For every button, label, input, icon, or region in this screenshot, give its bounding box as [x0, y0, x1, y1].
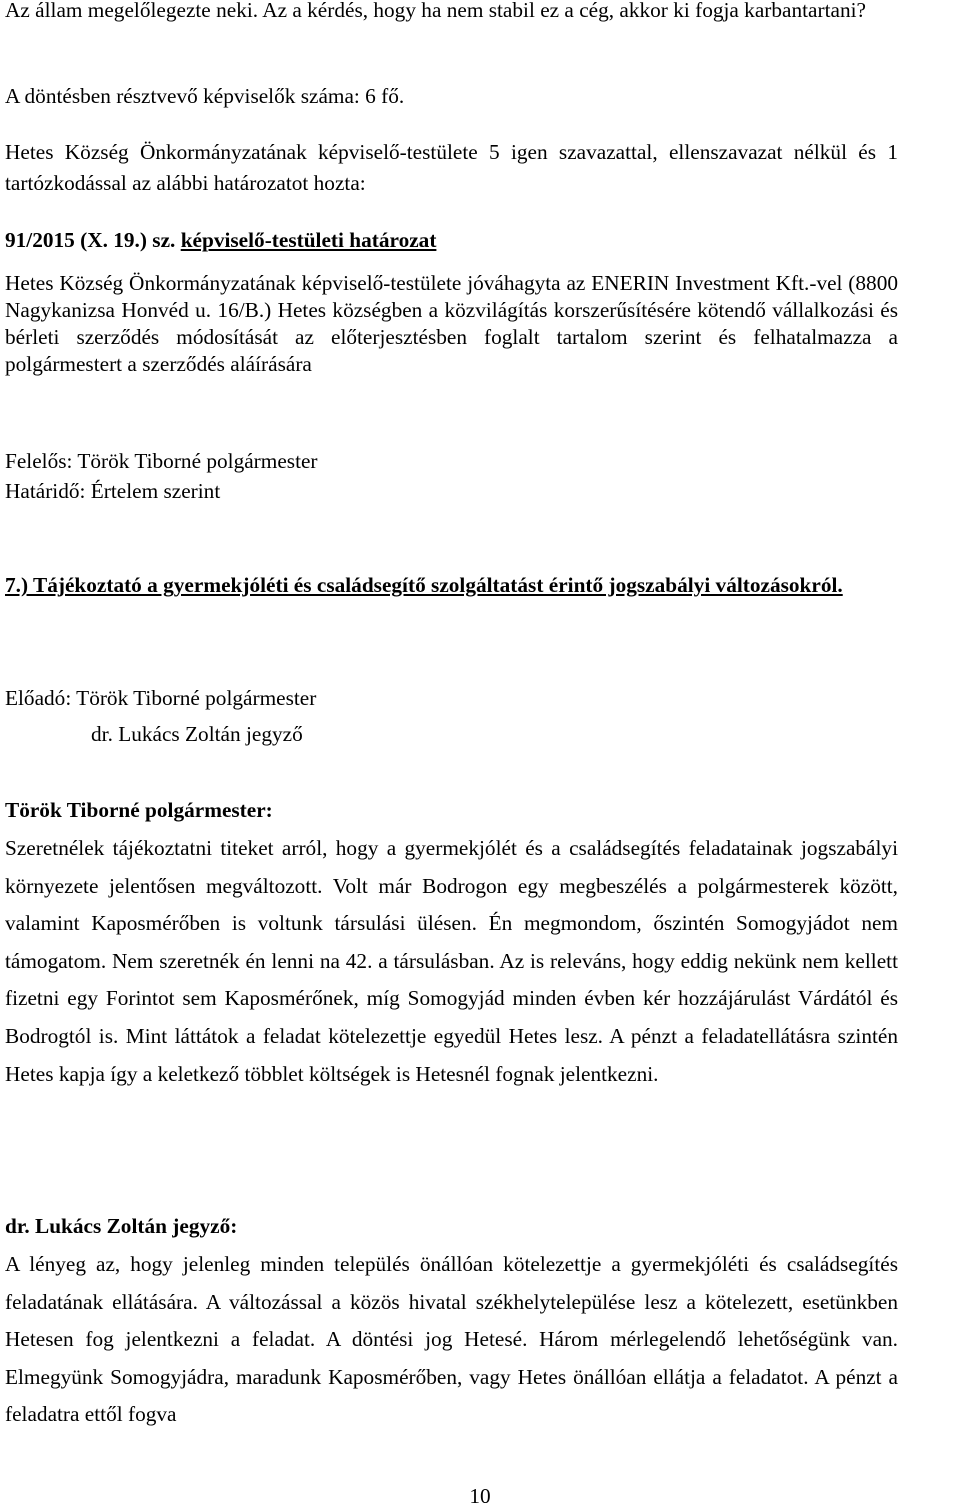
intro-paragraph: Az állam megelőlegezte neki. Az a kérdés, hogy ha nem stabil ez a cég, akkor ki fogja karbantartani?	[5, 0, 866, 22]
resolution-body: Hetes Község Önkormányzatának képviselő-testülete jóváhagyta az ENERIN Investment Kft.-vel (8800 Nagykanizsa Honvéd u. 16/B.) Hetes községben a közvilágítás korszerűsítésére kötendő vállalkozási és bérleti szerződés módosítását az előterjesztésben foglalt tartalom szerint és felhatalmazza a polgármestert a szerződés aláírására	[5, 271, 898, 376]
agenda-presenter: Előadó: Török Tiborné polgármester	[5, 686, 317, 710]
vote-statement: Hetes Község Önkormányzatának képviselő-testülete 5 igen szavazattal, ellenszavazat nélkül és 1 tartózkodással az alábbi határozatot hozta:	[5, 140, 898, 195]
agenda-item-heading: 7.) Tájékoztató a gyermekjóléti és családsegítő szolgáltatást érintő jogszabályi változásokról.	[5, 573, 843, 597]
decision-count: A döntésben résztvevő képviselők száma: 6 fő.	[5, 84, 405, 108]
speaker-name: dr. Lukács Zoltán jegyző:	[5, 1214, 238, 1238]
agenda-presenter-2: dr. Lukács Zoltán jegyző	[91, 722, 303, 746]
speech-text: A lényeg az, hogy jelenleg minden település önállóan kötelezettje a gyermekjóléti és családsegítés feladatának ellátására. A változással a közös hivatal székhelytelepülése lesz a kötelezett, esetünkben Hetesen fog jelentkezni a feladat. A döntési jog Hetesé. Három mérlegelendő lehetőségünk van. Elmegyünk Somogyjádra, maradunk Kaposmérőben, vagy Hetes önállóan ellátja a feladatot. A pénzt a feladatra ettől fogva	[5, 1252, 898, 1427]
resolution-number: 91/2015 (X. 19.) sz.	[5, 228, 176, 252]
resolution-heading	[5, 227, 898, 253]
speaker-name: Török Tiborné polgármester:	[5, 798, 273, 822]
resolution-responsible: Felelős: Török Tiborné polgármester	[5, 449, 318, 473]
page-number: 10	[469, 1484, 491, 1508]
speech-text: Szeretnélek tájékoztatni titeket arról, hogy a gyermekjólét és a családsegítés feladatainak jogszabályi környezete jelentősen megváltozott. Volt már Bodrogon egy megbeszélés a polgármesterek között, valamint Kaposmérőben is voltunk társulási ülésen. Én megmondom, őszintén Somogyjádot nem támogatom. Nem szeretnék én lenni na 42. a társulásban. Az is releváns, hogy eddig nekünk nem kellett fizetni egy Forintot sem Kaposmérőnek, míg Somogyjád minden évben kér hozzájárulást Várdától és Bodrogtól is. Mint láttátok a feladat kötelezettje egyedül Hetes lesz. A pénzt a feladatellátásra szintén Hetes kapja így a keletkező többlet költségek is Hetesnél fognak jelentkezni.	[5, 836, 898, 1086]
resolution-title: képviselő-testületi határozat	[180, 228, 437, 252]
resolution-deadline: Határidő: Értelem szerint	[5, 479, 221, 503]
